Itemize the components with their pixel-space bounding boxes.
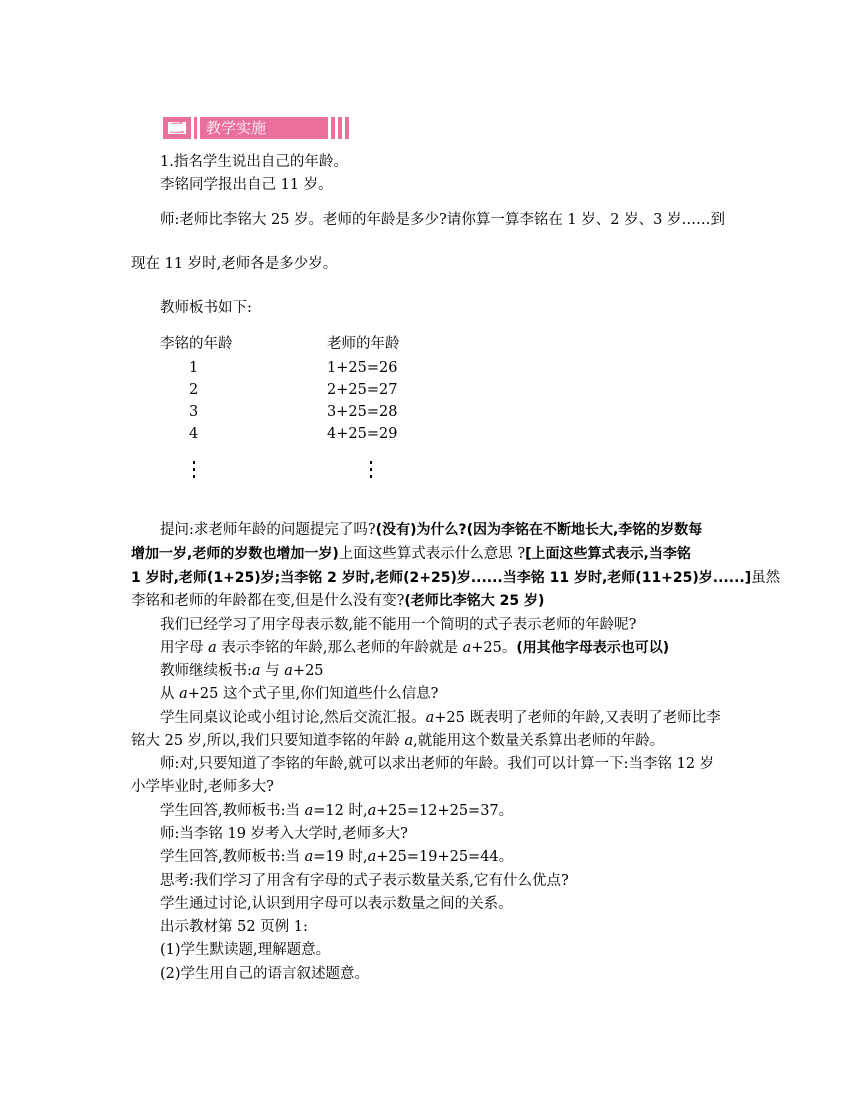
text-line: 学生通过讨论,认识到用字母可以表示数量之间的关系。 <box>160 896 513 912</box>
text-line: (1)学生默读题,理解题意。 <box>160 942 331 958</box>
board-cell: 4+25=29 <box>327 426 398 442</box>
text-line: 李铭同学报出自己 11 岁。 <box>160 177 333 193</box>
text-line: 师:当李铭 19 岁考入大学时,老师多大? <box>160 826 408 842</box>
text-line: 从 a+25 这个式子里,你们知道些什么信息? <box>160 686 439 702</box>
vertical-ellipsis <box>369 461 373 482</box>
text-line: 教师继续板书:a 与 a+25 <box>160 663 324 679</box>
section-title: 教学实施 <box>200 117 328 139</box>
board-cell: 3+25=28 <box>327 404 398 420</box>
text-line: 学生回答,教师板书:当 a=12 时,a+25=12+25=37。 <box>160 803 514 819</box>
text-line: 思考:我们学习了用含有字母的式子表示数量关系,它有什么优点? <box>160 873 569 889</box>
text-line: 出示教材第 52 页例 1: <box>160 919 308 935</box>
text-line: 用字母 a 表示李铭的年龄,那么老师的年龄就是 a+25。(用其他字母表示也可以) <box>160 640 670 656</box>
board-cell: 2 <box>189 382 199 398</box>
board-header-teacher: 老师的年龄 <box>327 336 400 352</box>
section-number-box <box>163 117 191 139</box>
section-number: 二 <box>169 119 185 137</box>
text-line: 现在 11 岁时,老师各是多少岁。 <box>131 256 338 272</box>
board-cell: 2+25=27 <box>327 382 398 398</box>
text-line: 李铭和老师的年龄都在变,但是什么没有变?(老师比李铭大 25 岁) <box>131 593 545 609</box>
section-divider <box>194 117 197 139</box>
board-cell: 1+25=26 <box>327 360 398 376</box>
section-divider <box>338 117 342 139</box>
section-header <box>163 117 349 139</box>
section-divider <box>345 117 349 139</box>
board-header-student: 李铭的年龄 <box>160 336 233 352</box>
text-line: 提问:求老师年龄的问题提完了吗?(没有)为什么?(因为李铭在不断地长大,李铭的岁数每 <box>160 522 703 538</box>
text-line: (2)学生用自己的语言叙述题意。 <box>160 966 370 982</box>
text-line: 我们已经学习了用字母表示数,能不能用一个简明的式子表示老师的年龄呢? <box>160 617 637 633</box>
text-line: 师:老师比李铭大 25 岁。老师的年龄是多少?请你算一算李铭在 1 岁、2 岁、3 岁……到 <box>160 212 725 228</box>
text-line: 师:对,只要知道了李铭的年龄,就可以求出老师的年龄。我们可以计算一下:当李铭 12 岁 <box>160 756 715 772</box>
text-line: 教师板书如下: <box>160 300 252 316</box>
text-line: 学生同桌议论或小组讨论,然后交流汇报。a+25 既表明了老师的年龄,又表明了老师比李 <box>160 710 721 726</box>
board-cell: 1 <box>189 360 199 376</box>
text-line: 1 岁时,老师(1+25)岁;当李铭 2 岁时,老师(2+25)岁......当李铭 11 岁时,老师(11+25)岁......]虽然 <box>131 570 781 586</box>
section-divider <box>331 117 335 139</box>
vertical-ellipsis <box>192 461 196 482</box>
text-line: 铭大 25 岁,所以,我们只要知道李铭的年龄 a,就能用这个数量关系算出老师的年龄。 <box>131 733 665 749</box>
text-line: 小学毕业时,老师多大? <box>131 779 274 795</box>
board-cell: 3 <box>189 404 199 420</box>
text-line: 1.指名学生说出自己的年龄。 <box>160 154 348 170</box>
text-line: 增加一岁,老师的岁数也增加一岁)上面这些算式表示什么意思 ?[上面这些算式表示,当李铭 <box>131 546 691 562</box>
text-line: 学生回答,教师板书:当 a=19 时,a+25=19+25=44。 <box>160 849 514 865</box>
board-cell: 4 <box>189 426 199 442</box>
